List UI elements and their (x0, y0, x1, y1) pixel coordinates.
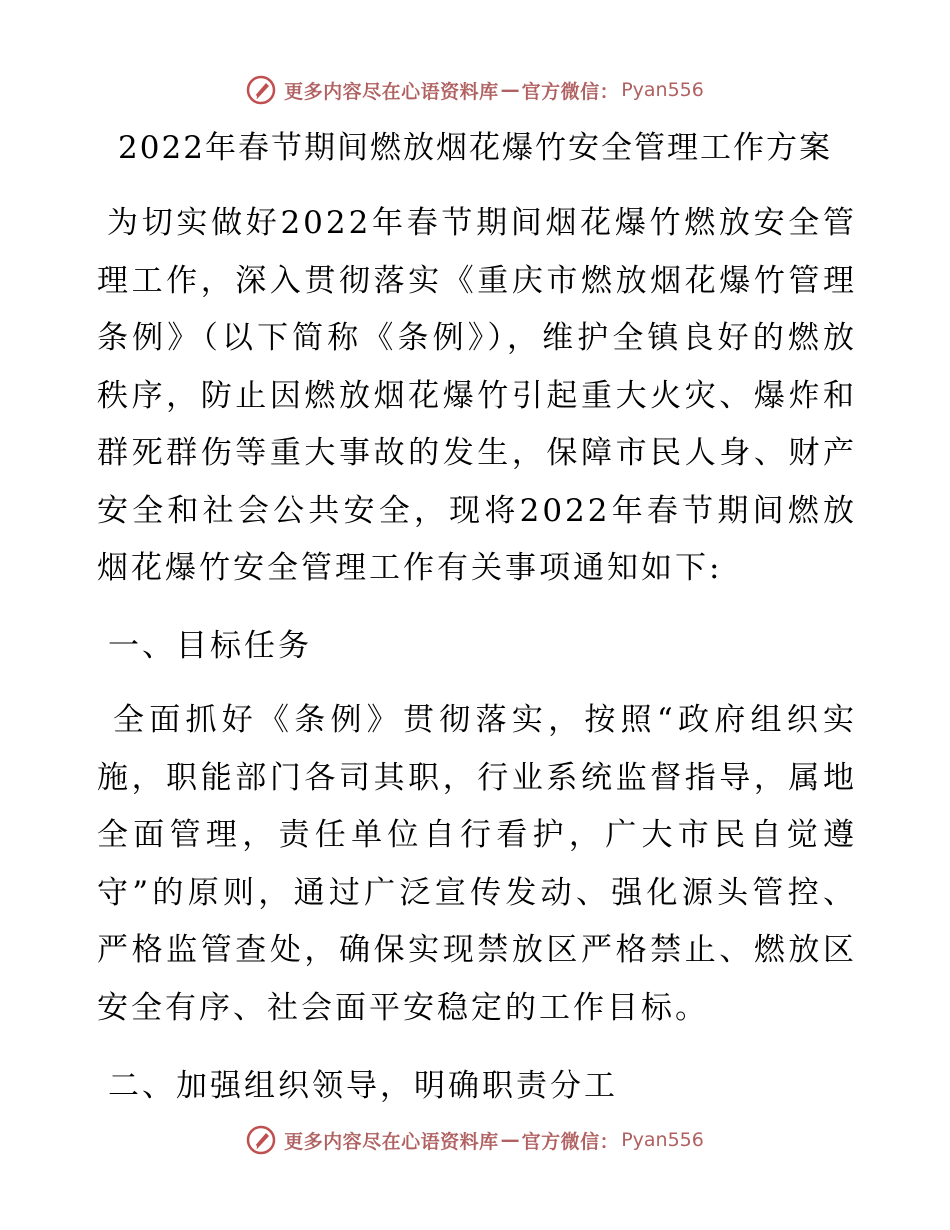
watermark-contact-id: Pyan556 (621, 79, 704, 101)
watermark-text: 更多内容尽在心语资料库 (284, 80, 499, 103)
watermark-header (0, 70, 950, 110)
watermark-dash: — (500, 79, 520, 101)
section-heading-goals: 一、目标任务 (108, 628, 312, 664)
watermark-contact-label: 官方微信： (521, 80, 620, 103)
intro-paragraph: 为切实做好2022年春节期间烟花爆竹燃放安全管理工作，深入贯彻落实《重庆市燃放烟花爆竹管理条例》（以下简称《条例》），维护全镇良好的燃放秩序，防止因燃放烟花爆竹引起重大火灾、爆炸和群死群伤等重大事故的发生，保障市民人身、财产安全和社会公共安全，现将2022年春节期间燃放烟花爆竹安全管理工作有关事项通知如下: (97, 205, 857, 586)
watermark-contact-id: Pyan556 (621, 1129, 704, 1151)
watermark-footer (0, 1120, 950, 1160)
watermark-contact-label: 官方微信： (521, 1130, 620, 1153)
watermark-dash: — (500, 1129, 520, 1151)
watermark-text: 更多内容尽在心语资料库 (284, 1130, 499, 1153)
section-heading-organization: 二、加强组织领导，明确职责分工 (108, 1068, 618, 1104)
ink-pen-logo-icon (246, 1125, 276, 1155)
ink-pen-logo-icon (246, 75, 276, 105)
goals-paragraph: 全面抓好《条例》贯彻落实，按照“政府组织实施，职能部门各司其职，行业系统监督指导，属地全面管理，责任单位自行看护，广大市民自觉遵守”的原则，通过广泛宣传发动、强化源头管控、严格监管查处，确保实现禁放区严格禁止、燃放区安全有序、社会面平安稳定的工作目标。 (97, 702, 857, 1026)
document-title: 2022年春节期间燃放烟花爆竹安全管理工作方案 (118, 130, 832, 166)
